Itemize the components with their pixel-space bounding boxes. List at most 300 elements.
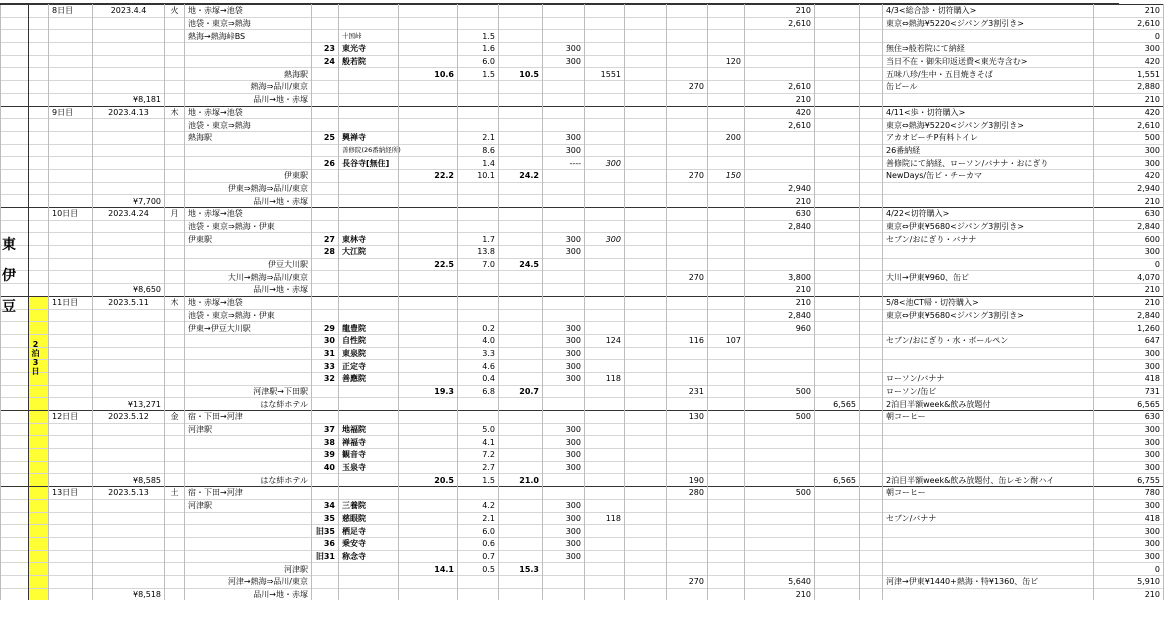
route-cell: 熱海→熱海峠BS [185,30,312,43]
table-row [1,55,1164,68]
memo-cell: 善修院にて納経、ローソン/バナナ・おにぎり [883,157,1094,170]
region-cell [1,588,29,600]
row-total-cell: 300 [1094,246,1164,259]
food-cell [585,360,625,373]
row-total-cell: 600 [1094,233,1164,246]
day-total-cell [399,131,458,144]
day-total-cell: 22.5 [399,258,458,271]
misc-cell [667,512,708,525]
table-row [1,512,1164,525]
weekday-cell [165,119,185,132]
temple-number-cell [312,81,339,94]
day-cell [49,525,93,538]
fee-cell: 300 [543,436,585,449]
temple-name-cell [339,588,399,600]
region-char: 伊 [2,268,16,284]
table-row [1,372,1164,385]
food-cell [585,55,625,68]
region-cell [1,550,29,563]
trip-cell [29,449,49,462]
distance-cell: 13.8 [458,246,499,259]
transport-cell [745,550,815,563]
blank-cell [860,525,883,538]
route-cell: 河津駅 [185,423,312,436]
trip-cell [29,575,49,588]
weekday-cell [165,385,185,398]
temple-number-cell: 38 [312,436,339,449]
trip-cell [29,296,49,309]
weekday-cell [165,43,185,56]
transport-cell [745,157,815,170]
day-total-cell: 20.5 [399,474,458,487]
row-total-cell: 300 [1094,537,1164,550]
day-total-cell [399,575,458,588]
temple-name-cell [339,93,399,106]
region-cell [1,5,29,18]
temple-name-cell [339,487,399,500]
table-row [1,461,1164,474]
transport-cell [745,398,815,411]
food-cell [585,588,625,600]
distance-cell [458,271,499,284]
hotel-cell [815,208,860,221]
misc-cell [667,537,708,550]
memo-cell: 河津→伊東¥1440+熱海・特¥1360、缶ビ [883,575,1094,588]
blank-cell [625,474,667,487]
cost-cell [93,334,165,347]
blank-cell [625,411,667,424]
distance-cell: 6.0 [458,55,499,68]
hotel-cell [815,436,860,449]
weekday-cell [165,55,185,68]
distance-total-cell [499,550,543,563]
blank-cell [625,309,667,322]
fee-cell [543,575,585,588]
blank-cell [860,385,883,398]
temple-name-cell [339,385,399,398]
table-row [1,131,1164,144]
trip-cell [29,423,49,436]
memo-cell: アカオビーチP有料トイレ [883,131,1094,144]
day-total-cell [399,372,458,385]
day-cell [49,474,93,487]
memo-cell [883,360,1094,373]
memo-cell: 缶ビール [883,81,1094,94]
food-cell [585,271,625,284]
other-cell [708,550,745,563]
trip-cell [29,5,49,18]
hotel-cell [815,93,860,106]
route-cell: 河津駅 [185,499,312,512]
misc-cell [667,93,708,106]
distance-cell [458,17,499,30]
transport-cell: 2,610 [745,119,815,132]
fee-cell [543,309,585,322]
table-row [1,499,1164,512]
day-cell [49,360,93,373]
blank-cell [625,385,667,398]
trip-char: 3 [32,358,39,367]
other-cell [708,347,745,360]
weekday-cell [165,525,185,538]
blank-cell [860,474,883,487]
other-cell [708,487,745,500]
route-cell: 池袋・東京⇒熱海 [185,17,312,30]
day-cell: 8日目 [49,5,93,18]
table-row [1,106,1164,119]
distance-cell [458,284,499,297]
day-cell [49,575,93,588]
table-row [1,220,1164,233]
cost-cell: ¥8,585 [93,474,165,487]
memo-cell: 当日不在・御朱印返送費<東光寺含む> [883,55,1094,68]
temple-name-cell: 称念寺 [339,550,399,563]
transport-cell [745,525,815,538]
region-cell [1,347,29,360]
distance-total-cell [499,81,543,94]
fee-cell: 300 [543,322,585,335]
temple-name-cell: 観音寺 [339,449,399,462]
memo-cell: NewDays/缶ビ・チーカマ [883,169,1094,182]
blank-cell [625,93,667,106]
fee-cell [543,17,585,30]
food-cell [585,296,625,309]
temple-name-cell [339,106,399,119]
memo-cell: 4/3<総合診・切符購入> [883,5,1094,18]
weekday-cell [165,575,185,588]
cost-cell: ¥13,271 [93,398,165,411]
blank-cell [860,17,883,30]
food-cell [585,246,625,259]
day-cell: 10日目 [49,208,93,221]
temple-name-cell [339,119,399,132]
food-cell [585,258,625,271]
hotel-cell [815,271,860,284]
misc-cell [667,157,708,170]
region-label [0,230,18,323]
hotel-cell [815,246,860,259]
transport-cell [745,372,815,385]
table-row [1,233,1164,246]
table-row [1,423,1164,436]
row-total-cell: 210 [1094,5,1164,18]
region-char: 東 [2,237,16,253]
food-cell [585,461,625,474]
row-total-cell: 420 [1094,106,1164,119]
distance-total-cell [499,411,543,424]
blank-cell [860,106,883,119]
other-cell [708,81,745,94]
blank-cell [860,68,883,81]
distance-total-cell [499,30,543,43]
misc-cell [667,5,708,18]
trip-cell [29,55,49,68]
food-cell [585,550,625,563]
memo-cell [883,195,1094,208]
weekday-cell [165,474,185,487]
transport-cell: 2,840 [745,309,815,322]
date-cell: 2023.5.11 [93,296,165,309]
table-row [1,30,1164,43]
blank-cell [860,309,883,322]
distance-cell: 2.1 [458,131,499,144]
day-total-cell [399,55,458,68]
cost-cell: ¥8,650 [93,284,165,297]
other-cell [708,322,745,335]
temple-name-cell: 東林寺 [339,233,399,246]
misc-cell [667,588,708,600]
memo-cell [883,563,1094,576]
row-total-cell: 420 [1094,169,1164,182]
misc-cell: 130 [667,411,708,424]
region-cell [1,322,29,335]
weekday-cell [165,30,185,43]
distance-total-cell [499,106,543,119]
cost-cell [93,30,165,43]
route-cell: 地・赤塚→池袋 [185,296,312,309]
fee-cell [543,296,585,309]
route-cell: 熱海⇒品川/東京 [185,81,312,94]
food-cell [585,309,625,322]
other-cell [708,512,745,525]
trip-cell [29,461,49,474]
blank-cell [860,423,883,436]
day-cell: 11日目 [49,296,93,309]
transport-cell: 210 [745,93,815,106]
distance-cell: 1.7 [458,233,499,246]
memo-cell [883,588,1094,600]
row-total-cell: 420 [1094,55,1164,68]
table-row [1,296,1164,309]
weekday-cell [165,563,185,576]
temple-name-cell [339,169,399,182]
day-cell: 9日目 [49,106,93,119]
blank-cell [860,195,883,208]
table-row [1,182,1164,195]
transport-cell [745,30,815,43]
transport-cell: 630 [745,208,815,221]
distance-cell [458,106,499,119]
day-total-cell [399,195,458,208]
table-row [1,195,1164,208]
food-cell [585,131,625,144]
day-total-cell [399,182,458,195]
trip-char: 日 [31,367,40,376]
region-cell [1,436,29,449]
route-cell [185,461,312,474]
hotel-cell [815,449,860,462]
hotel-cell [815,131,860,144]
blank-cell [860,550,883,563]
region-cell [1,360,29,373]
hotel-cell: 6,565 [815,398,860,411]
table-row [1,550,1164,563]
distance-total-cell [499,5,543,18]
blank-cell [860,157,883,170]
region-cell [1,449,29,462]
table-row [1,487,1164,500]
fee-cell: 300 [543,423,585,436]
distance-total-cell [499,144,543,157]
weekday-cell [165,537,185,550]
blank-cell [625,5,667,18]
other-cell [708,537,745,550]
blank-cell [860,81,883,94]
temple-number-cell [312,398,339,411]
temple-name-cell: 大江院 [339,246,399,259]
day-cell [49,17,93,30]
row-total-cell: 300 [1094,360,1164,373]
region-cell [1,81,29,94]
cost-cell: ¥8,518 [93,588,165,600]
food-cell [585,195,625,208]
temple-number-cell [312,296,339,309]
row-total-cell: 647 [1094,334,1164,347]
blank-cell [860,208,883,221]
food-cell [585,106,625,119]
fee-cell: 300 [543,233,585,246]
route-cell [185,436,312,449]
row-total-cell: 2,610 [1094,17,1164,30]
cost-cell [93,449,165,462]
cost-cell [93,385,165,398]
hotel-cell [815,563,860,576]
temple-name-cell: 東泉院 [339,347,399,360]
blank-cell [625,436,667,449]
misc-cell [667,563,708,576]
food-cell: 118 [585,512,625,525]
temple-name-cell: 般若院 [339,55,399,68]
food-cell [585,575,625,588]
day-cell [49,309,93,322]
temple-name-cell: 三養院 [339,499,399,512]
fee-cell [543,182,585,195]
trip-cell [29,119,49,132]
blank-cell [625,195,667,208]
memo-cell [883,550,1094,563]
trip-cell [29,157,49,170]
temple-number-cell [312,106,339,119]
trip-cell [29,144,49,157]
region-cell [1,575,29,588]
distance-cell: 4.0 [458,334,499,347]
fee-cell [543,81,585,94]
cost-cell [93,169,165,182]
weekday-cell: 木 [165,106,185,119]
row-total-cell: 5,910 [1094,575,1164,588]
distance-total-cell [499,398,543,411]
route-cell: 河津駅 [185,563,312,576]
transport-cell: 210 [745,195,815,208]
route-cell: 大川→熱海⇒品川/東京 [185,271,312,284]
hotel-cell: 6,565 [815,474,860,487]
transport-cell [745,169,815,182]
blank-cell [625,144,667,157]
hotel-cell [815,411,860,424]
cost-cell [93,512,165,525]
day-total-cell: 14.1 [399,563,458,576]
route-cell [185,550,312,563]
hotel-cell [815,233,860,246]
transport-cell [745,499,815,512]
transport-cell [745,474,815,487]
memo-cell [883,258,1094,271]
fee-cell: 300 [543,499,585,512]
blank-cell [625,43,667,56]
trip-cell [29,258,49,271]
distance-total-cell: 24.2 [499,169,543,182]
distance-cell [458,398,499,411]
distance-cell [458,487,499,500]
distance-cell: 10.1 [458,169,499,182]
region-cell [1,55,29,68]
other-cell [708,17,745,30]
cost-cell [93,246,165,259]
misc-cell [667,68,708,81]
blank-cell [625,68,667,81]
weekday-cell [165,182,185,195]
distance-total-cell [499,360,543,373]
row-total-cell: 210 [1094,284,1164,297]
distance-total-cell: 15.3 [499,563,543,576]
expense-table [0,4,1164,600]
trip-length-label [30,340,41,376]
distance-cell [458,93,499,106]
weekday-cell [165,360,185,373]
hotel-cell [815,43,860,56]
hotel-cell [815,81,860,94]
row-total-cell: 210 [1094,296,1164,309]
trip-cell [29,284,49,297]
cost-cell [93,461,165,474]
trip-cell [29,398,49,411]
hotel-cell [815,334,860,347]
distance-cell [458,296,499,309]
row-total-cell: 300 [1094,461,1164,474]
weekday-cell [165,588,185,600]
misc-cell [667,258,708,271]
day-cell [49,372,93,385]
day-total-cell [399,512,458,525]
trip-cell [29,106,49,119]
day-cell: 12日目 [49,411,93,424]
distance-total-cell [499,499,543,512]
misc-cell: 270 [667,575,708,588]
food-cell [585,436,625,449]
weekday-cell: 金 [165,411,185,424]
distance-cell: 4.6 [458,360,499,373]
other-cell [708,30,745,43]
temple-number-cell: 旧31 [312,550,339,563]
route-cell: 熱海駅 [185,68,312,81]
transport-cell: 500 [745,411,815,424]
distance-total-cell: 24.5 [499,258,543,271]
transport-cell [745,55,815,68]
hotel-cell [815,17,860,30]
row-total-cell: 630 [1094,208,1164,221]
food-cell [585,220,625,233]
hotel-cell [815,512,860,525]
table-row [1,411,1164,424]
temple-name-cell [339,309,399,322]
trip-cell [29,271,49,284]
misc-cell: 116 [667,334,708,347]
other-cell [708,68,745,81]
hotel-cell [815,499,860,512]
weekday-cell [165,157,185,170]
hotel-cell [815,588,860,600]
other-cell [708,499,745,512]
